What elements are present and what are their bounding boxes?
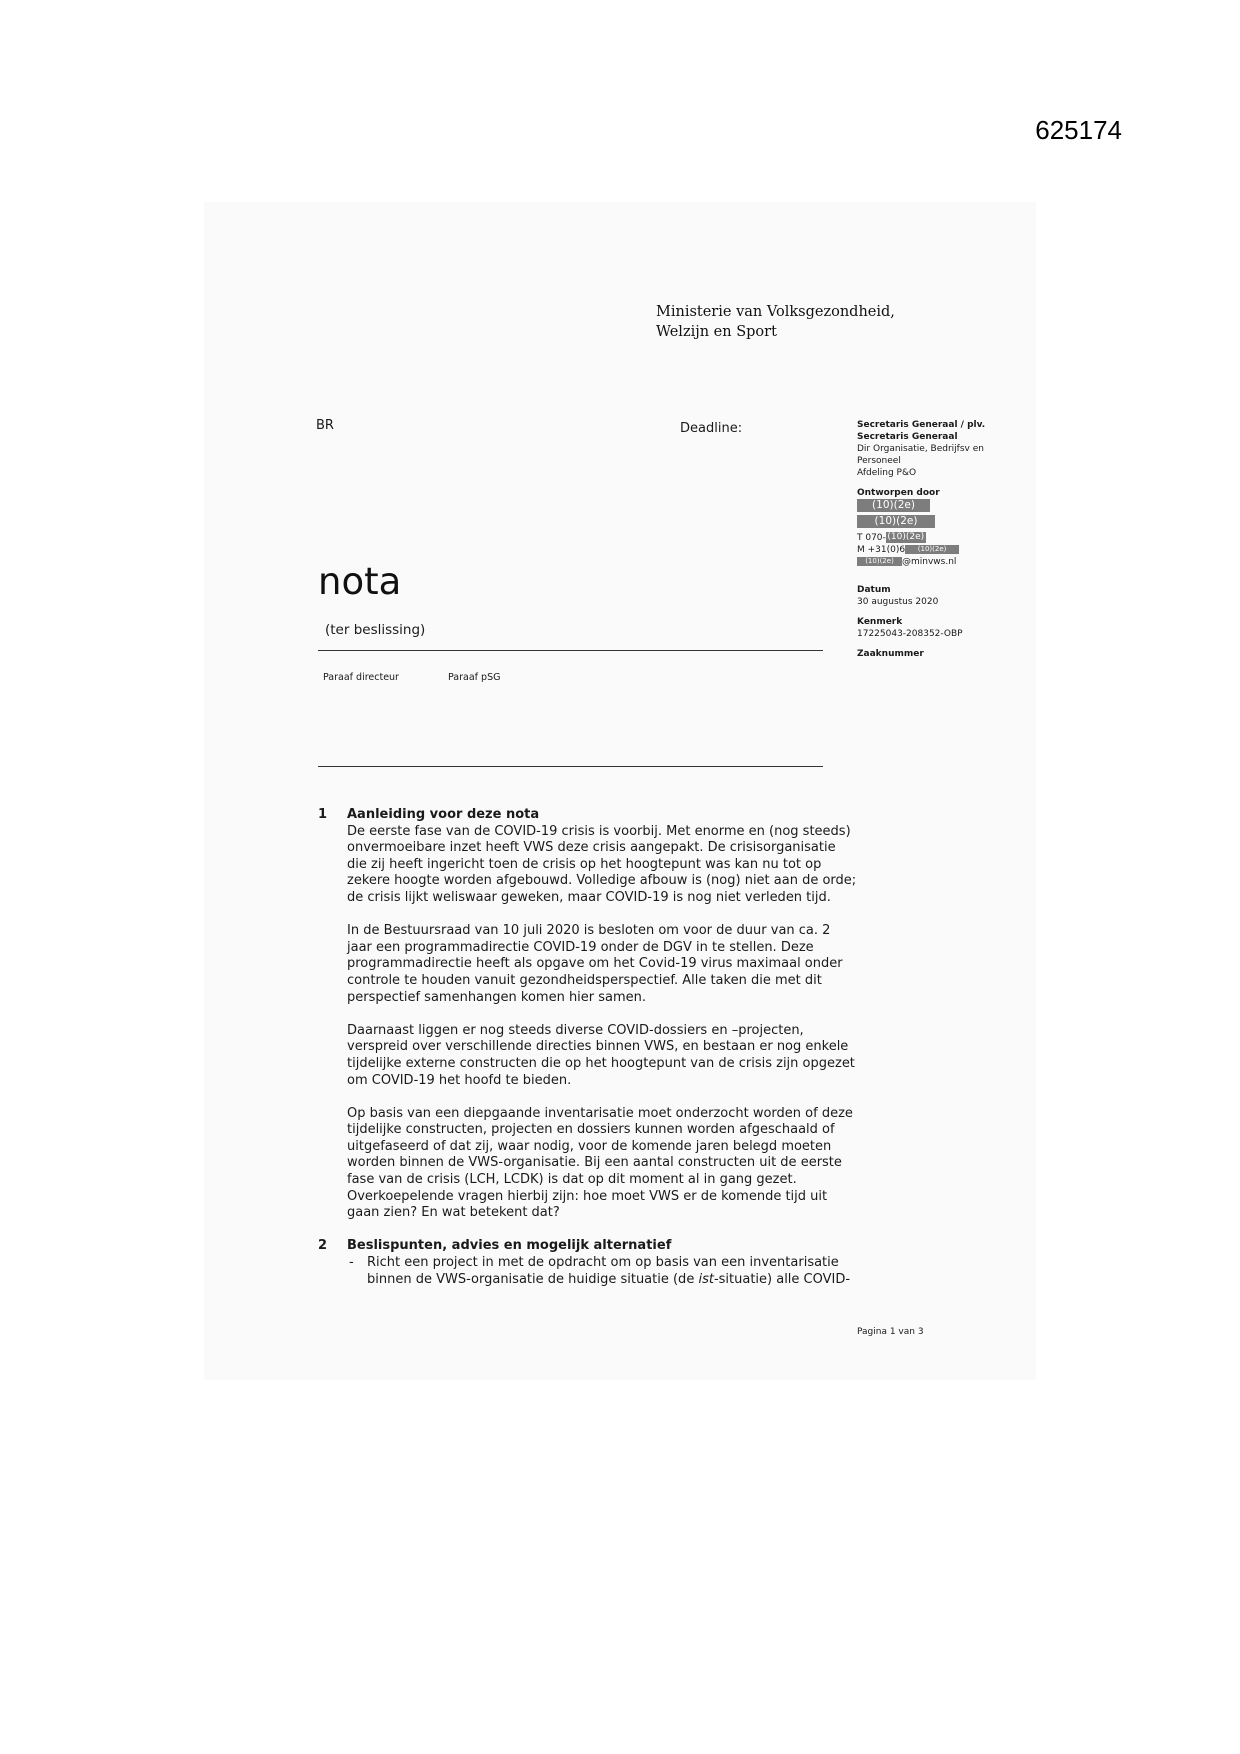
- page-number: Pagina 1 van 3: [857, 1327, 924, 1337]
- paraaf-psg-label: Paraaf pSG: [448, 672, 501, 683]
- document-id: 625174: [1035, 115, 1122, 145]
- bullet-text: Richt een project in met de opdracht om op basis van een inventarisatie binnen de VWS-organisatie de huidige situatie (de: [367, 1255, 839, 1287]
- section-heading: Aanleiding voor deze nota: [347, 807, 540, 822]
- org-department: Afdeling P&O: [857, 468, 917, 478]
- divider-bottom: [318, 766, 823, 767]
- phone-label: T 070-: [857, 533, 886, 543]
- redaction-block: (10)(2e): [857, 557, 902, 566]
- sidebar-colofon: [857, 419, 1007, 660]
- section-heading: Beslispunten, advies en mogelijk alternatief: [347, 1238, 672, 1254]
- section-beslispunten: [318, 1238, 858, 1288]
- section-aanleiding: [318, 807, 858, 1222]
- redaction-block: (10)(2e): [905, 545, 959, 554]
- paraaf-directeur-label: Paraaf directeur: [323, 672, 399, 683]
- paragraph: Op basis van een diepgaande inventarisatie moet onderzocht worden of deze tijdelijke constructen, projecten en dossiers kunnen worden afgeschaald of uitgefaseerd of dat zij, waar nodig, voor de komende jaren belegd moeten worden binnen de VWS-organisatie. Bij een aantal constructen uit de eerste fase van de crisis (LCH, LCDK) is dat op dit moment al in gang gezet. Overkoepelende vragen hierbij zijn: hoe moet VWS er de komende tijd uit gaan zien? En wat betekent dat?: [347, 1105, 853, 1221]
- paragraph: Daarnaast liggen er nog steeds diverse COVID-dossiers en –projecten, verspreid over verschillende directies binnen VWS, en bestaan er nog enkele tijdelijke externe constructen die op het hoogtepunt van de crisis zijn opgezet om COVID-19 het hoofd te bieden.: [347, 1022, 855, 1088]
- bullet-text-italic: ist: [698, 1271, 714, 1287]
- paragraph: De eerste fase van de COVID-19 crisis is voorbij. Met enorme en (nog steeds) onvermoeibare inzet heeft VWS deze crisis aangepakt. De crisisorganisatie die zij heeft ingericht toen de crisis op het hoogtepunt was kan nu tot op zekere hoogte worden afgebouwd. Volledige afbouw is (nog) niet aan de orde; de crisis lijkt weliswaar geweken, maar COVID-19 is nog niet verleden tijd.: [347, 823, 857, 905]
- ministry-line-1: Ministerie van Volksgezondheid,: [656, 304, 895, 320]
- kenmerk-label: Kenmerk: [857, 617, 903, 627]
- org-directorate: Dir Organisatie, Bedrijfsv en Personeel: [857, 444, 984, 466]
- ministry-line-2: Welzijn en Sport: [656, 324, 777, 340]
- org-title: Secretaris Generaal / plv. Secretaris Generaal: [857, 420, 986, 442]
- redaction-block: (10)(2e): [857, 499, 930, 512]
- bullet-text: -situatie) alle COVID-: [713, 1271, 851, 1287]
- email-suffix: @minvws.nl: [902, 557, 957, 567]
- document-subtitle: (ter beslissing): [325, 622, 426, 638]
- list-item: [347, 1255, 858, 1288]
- addressee: BR: [316, 418, 334, 433]
- section-number: 2: [318, 1238, 328, 1254]
- section-number: 1: [318, 807, 328, 822]
- bullet-dash: -: [349, 1255, 354, 1271]
- deadline-label: Deadline:: [680, 421, 743, 436]
- document-body: [318, 807, 858, 1288]
- mobile-label: M +31(0)6: [857, 545, 906, 555]
- ministry-logo-text: [656, 302, 895, 342]
- zaaknummer-label: Zaaknummer: [857, 649, 924, 659]
- paragraph: In de Bestuursraad van 10 juli 2020 is besloten om voor de duur van ca. 2 jaar een programmadirectie COVID-19 onder de DGV in te stellen. Deze programmadirectie heeft als opgave om het Covid-19 virus maximaal onder controle te houden vanuit gezondheidsperspectief. Alle taken die met dit perspectief samenhangen komen hier samen.: [347, 923, 843, 1005]
- datum-value: 30 augustus 2020: [857, 597, 939, 607]
- divider-top: [318, 650, 823, 651]
- kenmerk-value: 17225043-208352-OBP: [857, 629, 963, 639]
- datum-label: Datum: [857, 585, 891, 595]
- redaction-block: (10)(2e): [887, 532, 925, 542]
- document-title: nota: [318, 560, 402, 603]
- designed-by-label: Ontworpen door: [857, 488, 940, 498]
- redaction-block: (10)(2e): [857, 515, 935, 528]
